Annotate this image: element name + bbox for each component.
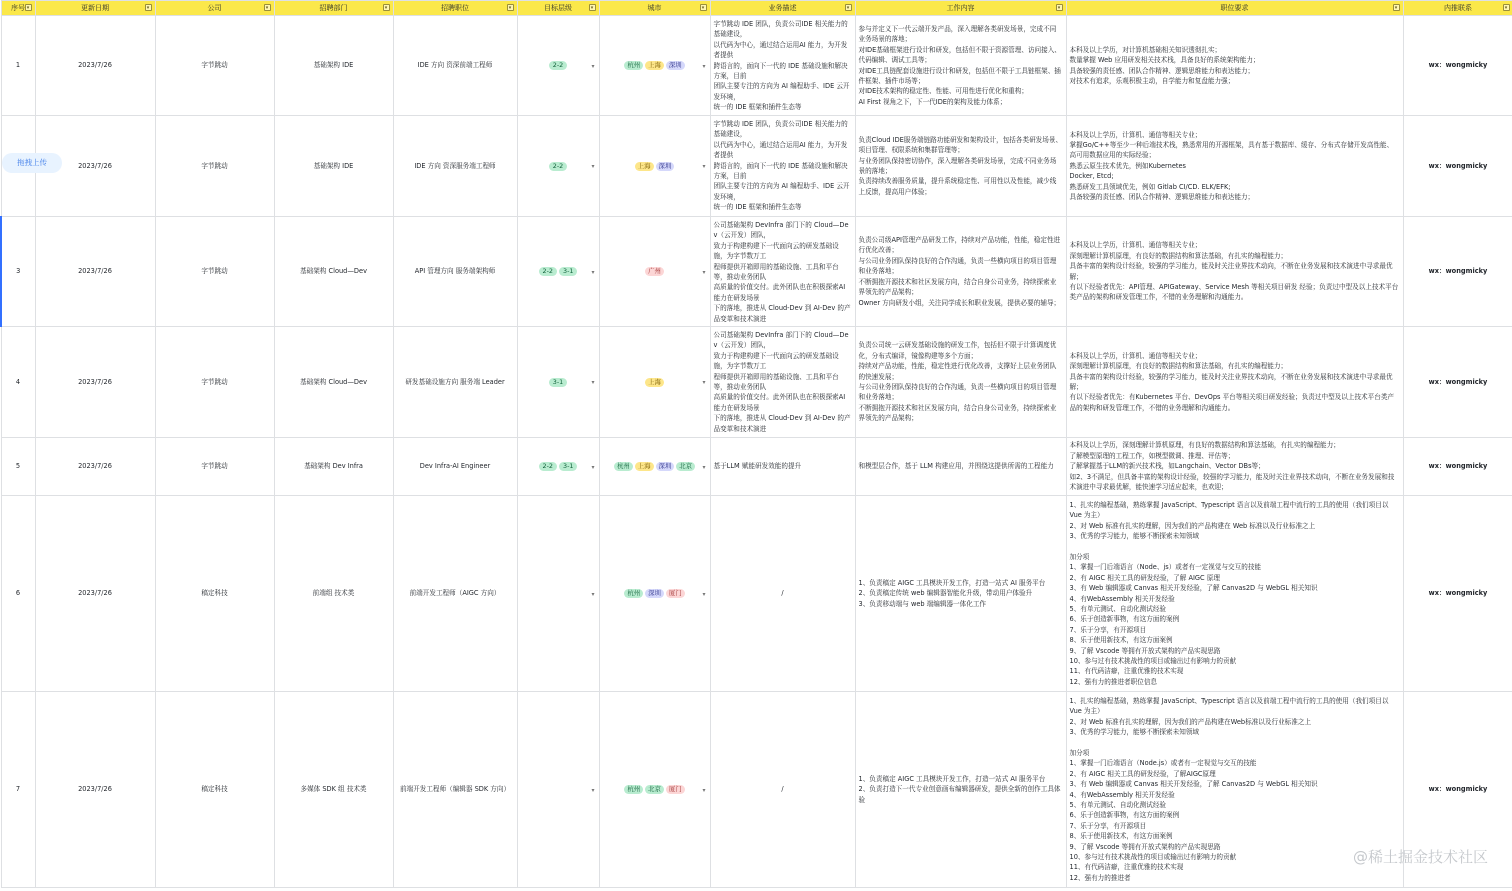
cell-city[interactable]	[599, 692, 710, 888]
cell-work-content[interactable]: 负责公司级API管理产品研发工作，持续对产品功能，性能，稳定性进行优化改善； 与公司业务团队保持良好的合作沟通，负责一些横向项目的项目管理和业务落地； 不断拥抱开源技术和社区发展方向，结合自身公司业务，持续探索业界领先的产品架构； Owner 方向研发小组，关注同学成长和职业发展，提供必要的辅导；	[855, 217, 1066, 327]
city-tag: 上海	[635, 162, 654, 171]
dropdown-icon[interactable]: ▾	[702, 163, 706, 170]
cell-city[interactable]	[599, 327, 710, 438]
cell-contact[interactable]: wx：wongmicky	[1403, 327, 1512, 438]
column-header-label: 业务描述	[768, 4, 797, 12]
table-row[interactable]	[1, 692, 1512, 888]
city-tag: 深圳	[656, 462, 675, 471]
filter-icon[interactable]: ▾	[700, 4, 707, 11]
column-header-label: 职位要求	[1220, 4, 1249, 12]
cell-business-desc[interactable]: /	[710, 496, 855, 692]
dropdown-icon[interactable]: ▾	[591, 590, 595, 598]
cell-department[interactable]: 基础架构 Dev Infra	[274, 438, 393, 496]
cell-city[interactable]	[599, 217, 710, 327]
cell-index[interactable]: 1	[1, 16, 35, 116]
cell-position[interactable]: IDE 方向 资深前端工程师	[393, 16, 517, 116]
cell-level[interactable]	[517, 496, 599, 692]
dropdown-icon[interactable]: ▾	[702, 463, 706, 471]
cell-business-desc[interactable]: 公司基础架构 DevInfra 部门下的 Cloud—Dev（云开发）团队， 致力于构建构建下一代面向云的研发基础设施，为字节数万工 程师提供开箱即用的基础设施、工具和平台等，推动业务团队 高质量的价值交付。此外团队也在积极探索AI 能力在研发场景 下的落地，推进从 Cloud-Dev 到 AI-Dev 的产品变革和技术演进	[710, 327, 855, 438]
cell-level[interactable]	[517, 16, 599, 116]
level-tag: 2-2	[539, 267, 557, 276]
column-header-label: 城市	[647, 4, 662, 12]
cell-contact[interactable]: wx：wongmicky	[1403, 438, 1512, 496]
cell-requirements[interactable]: 本科及以上学历，对计算机基础相关知识透彻扎实； 数量掌握 Web 应用研发相关技术栈，具备良好的系统架构能力； 具备较强的责任感、团队合作精神、逻辑思维能力和表达能力； 对技术有追求，乐观积极主动，自学能力和复盘能力强；	[1066, 16, 1403, 116]
cell-business-desc[interactable]: 基于LLM 赋能研发效能的提升	[710, 438, 855, 496]
cell-position[interactable]: IDE 方向 资深服务端工程师	[393, 116, 517, 217]
column-header[interactable]	[393, 1, 517, 16]
cell-date[interactable]: 2023/7/26	[35, 438, 155, 496]
cell-date[interactable]: 2023/7/26	[35, 116, 155, 217]
cell-business-desc[interactable]: 公司基础架构 DevInfra 部门下的 Cloud—Dev（云开发）团队， 致力于构建构建下一代面向云的研发基础设施，为字节数万工 程师提供开箱即用的基础设施、工具和平台等，推动业务团队 高质量的价值交付。此外团队也在积极探索AI 能力在研发场景 下的落地，推进从 Cloud-Dev 到 AI-Dev 的产品变革和技术演进	[710, 217, 855, 327]
cell-requirements[interactable]: 本科及以上学历，计算机、通信等相关专业； 掌握Go/C++等至少一种后端技术栈，熟悉常用的开源框架，具有基于数据库、缓存、分布式存储开发高性能、高可用数据应用的实际经验； 熟悉云原生技术优先，例如Kubernetes Docker, Etcd; 熟悉研发工具领域优先，例如 Gitlab CI/CD. ELK/EFK; 具备较强的责任感、团队合作精神、逻辑思维能力和表达能力；	[1066, 116, 1403, 217]
cell-city[interactable]	[599, 116, 710, 217]
cell-contact[interactable]: wx：wongmicky	[1403, 16, 1512, 116]
cell-level[interactable]	[517, 327, 599, 438]
column-header[interactable]	[35, 1, 155, 16]
cell-department[interactable]: 多媒体 SDK 组 技术类	[274, 692, 393, 888]
city-tag: 杭州	[614, 462, 633, 471]
cell-level[interactable]	[517, 116, 599, 217]
column-header[interactable]	[1403, 1, 1512, 16]
level-tag: 2-2	[539, 462, 557, 471]
dropdown-icon[interactable]: ▾	[702, 268, 706, 276]
filter-icon[interactable]: ▾	[845, 4, 852, 11]
level-tag: 3-1	[559, 462, 577, 471]
cell-date[interactable]: 2023/7/26	[35, 217, 155, 327]
cell-department[interactable]: 基础架构 IDE	[274, 16, 393, 116]
dropdown-icon[interactable]: ▾	[702, 786, 706, 794]
cell-department[interactable]: 前端组 技术类	[274, 496, 393, 692]
level-tag: 2-2	[549, 162, 567, 171]
column-header[interactable]	[155, 1, 274, 16]
column-header-label: 内推联系	[1444, 4, 1472, 12]
cell-requirements[interactable]: 本科及以上学历，深刻理解计算机原理，有良好的数据结构和算法基础，有扎实的编程能力； 了解模型原理的工程工作，如模型微调、推理、评估等； 了解掌握基于LLM的新兴技术栈，如Langchain、Vector DBs等； 如2、3不满足，但具备丰富的架构设计经验，较强的学习能力，能及时关注业界技术动向，不断在业务发展和技术演进中寻求最优解，能快速学习适应起来，也欢迎；	[1066, 438, 1403, 496]
table-row[interactable]	[1, 217, 1512, 327]
dropdown-icon[interactable]: ▾	[591, 379, 595, 386]
column-header-label: 更新日期	[81, 4, 109, 12]
table-row[interactable]	[1, 327, 1512, 438]
cell-requirements[interactable]: 本科及以上学历，计算机、通信等相关专业； 深刻理解计算机原理，有良好的数据结构和算法基础，有扎实的编程能力； 具备丰富的架构设计经验，较强的学习能力，能及时关注业界技术动向，不断在业务发展和技术演进中寻求最优解； 有以下经验者优先：API管理、APIGateway、Service Mesh 等相关项目研发 经验；负责过中型及以上技术平台类产品的架构和研发管理工作，不错的业务理解和沟通能力。	[1066, 217, 1403, 327]
cell-index[interactable]: 6	[1, 496, 35, 692]
cell-date[interactable]: 2023/7/26	[35, 496, 155, 692]
cell-work-content[interactable]: 负责Cloud IDE服务端链路功能研发和架构设计，包括各类研发场景、项目管理、权限系统和集群管理等； 与业务团队保持密切协作，深入理解各类研发场景，完成不同业务场景的落地； 负责持续改善服务质量，提升系统稳定性、可用性以及性能，减少线上反馈，提高用户体验；	[855, 116, 1066, 217]
level-tag: 2-2	[549, 61, 567, 70]
city-tag: 杭州	[624, 589, 643, 598]
header-row	[1, 1, 1512, 16]
cell-date[interactable]: 2023/7/26	[35, 327, 155, 438]
cell-company[interactable]: 字节跳动	[155, 16, 274, 116]
cell-date[interactable]: 2023/7/26	[35, 692, 155, 888]
table-row[interactable]	[1, 116, 1512, 217]
dropdown-icon[interactable]: ▾	[591, 62, 595, 70]
cell-company[interactable]: 稿定科技	[155, 692, 274, 888]
cell-level[interactable]	[517, 438, 599, 496]
level-tag: 3-1	[559, 267, 577, 276]
city-tag: 深圳	[656, 162, 675, 171]
column-header[interactable]	[274, 1, 393, 16]
level-tag: 3-1	[549, 378, 567, 387]
cell-contact[interactable]: wx：wongmicky	[1403, 692, 1512, 888]
column-header[interactable]	[517, 1, 599, 16]
cell-contact[interactable]: wx：wongmicky	[1403, 217, 1512, 327]
cell-company[interactable]: 字节跳动	[155, 217, 274, 327]
cell-index[interactable]: 4	[1, 327, 35, 438]
cell-position[interactable]: 研发基础设施方向 服务端 Leader	[393, 327, 517, 438]
filter-icon[interactable]: ▾	[1056, 4, 1063, 11]
city-tag: 北京	[676, 462, 695, 471]
cell-work-content[interactable]: 1、负责稿定 AIGC 工具模块开发工作，打造一站式 AI 服务平台 2、负责打造下一代专业创意画布编辑器研发，提供全新的创作工具体验	[855, 692, 1066, 888]
cell-work-content[interactable]: 负责公司统一云研发基础设施的研发工作，包括但不限于计算调度优化，分布式编译，镜像构建等多个方面； 持续对产品功能，性能，稳定性进行优化改善，支撑好上层业务团队的快速发展； 与公司业务团队保持良好的合作沟通，负责一些横向项目的项目管理和业务落地； 不断拥抱开源技术和社区发展方向，结合自身公司业务，持续探索业界领先的产品架构；	[855, 327, 1066, 438]
dropdown-icon[interactable]: ▾	[591, 163, 595, 170]
cell-contact[interactable]: wx：wongmicky	[1403, 496, 1512, 692]
cell-requirements[interactable]: 1、扎实的编程基础，熟练掌握 JavaScript、Typescript 语言以及前端工程中流行的工具的使用（我们项目以 Vue 为主） 2、对 Web 标准有扎实的理解，因为我们的产品构建在Web标准以及行业标准之上 3、优秀的学习能力，能够不断探索未知领域 加分项 1、掌握一门后端语言（Node.js）或者有一定视觉与交互的技能 2、有 AIGC 相关工具的研发经验，了解AIGC原理 3、有 Web 编辑器或 Canvas 相关开发经验，了解 Canvas2D 与 WebGL 相关知识 4、有WebAssembly 相关开发经验 5、有单元测试、自动化测试经验 6、乐于创造新事物，有这方面的案例 7、乐于分享，有开源项目 8、乐于使用新技术，有这方面案例 9、了解 Vscode 等拥有开放式架构的产品实现思路 10、参与过有技术挑战性的项目或输出过有影响力的贡献 11、有代码洁癖，注重优雅的技术实现 12、强有力的推进者	[1066, 692, 1403, 888]
cell-city[interactable]	[599, 496, 710, 692]
cell-company[interactable]: 字节跳动	[155, 327, 274, 438]
cell-position[interactable]: 前端开发工程师（AIGC 方向）	[393, 496, 517, 692]
dropdown-icon[interactable]: ▾	[591, 463, 595, 471]
column-header-label: 公司	[207, 4, 222, 12]
watermark: @稀土掘金技术社区	[1352, 848, 1488, 866]
column-header[interactable]	[1066, 1, 1403, 16]
cell-date[interactable]: 2023/7/26	[35, 16, 155, 116]
column-header-label: 目标层级	[544, 4, 572, 12]
cell-position[interactable]: API 管理方向 服务端架构师	[393, 217, 517, 327]
column-header[interactable]	[710, 1, 855, 16]
cell-requirements[interactable]: 1、扎实的编程基础，熟练掌握 JavaScript、Typescript 语言以及前端工程中流行的工具的使用（我们项目以 Vue 为主） 2、对 Web 标准有扎实的理解，因为我们的产品构建在 Web 标准以及行业标准之上 3、优秀的学习能力，能够不断探索未知领域 加分项 1、掌握一门后端语言（Node、js）或者有一定视觉与交互的技能 2、有 AIGC 相关工具的研发经验，了解 AIGC 原理 3、有 Web 编辑器或 Canvas 相关开发经验，了解 Canvas2D 与 WebGL 相关知识 4、有WebAssembly 相关开发经验 5、有单元测试、自动化测试经验 6、乐于创造新事物，有这方面的案例 7、乐于分享，有开源项目 8、乐于使用新技术，有这方面案例 9、了解 Vscode 等拥有开放式架构的产品实现思路 10、参与过有技术挑战性的项目或输出过有影响力的贡献 11、有代码洁癖，注重优雅的技术实现 12、强有力的推进者职位信息	[1066, 496, 1403, 692]
column-header[interactable]	[599, 1, 710, 16]
cell-business-desc[interactable]: /	[710, 692, 855, 888]
city-tag: 杭州	[624, 785, 643, 794]
table-row[interactable]	[1, 438, 1512, 496]
city-tag: 深圳	[645, 589, 664, 598]
cell-city[interactable]	[599, 438, 710, 496]
cell-department[interactable]: 基础架构 IDE	[274, 116, 393, 217]
city-tag: 深圳	[666, 61, 685, 70]
cell-index[interactable]: 5	[1, 438, 35, 496]
filter-icon[interactable]: ▾	[25, 4, 32, 11]
cell-city[interactable]	[599, 16, 710, 116]
cell-company[interactable]: 字节跳动	[155, 438, 274, 496]
table-row[interactable]	[1, 496, 1512, 692]
cell-position[interactable]: Dev Infra-AI Engineer	[393, 438, 517, 496]
cell-work-content[interactable]: 和模型层合作，基于 LLM 构建应用，并围绕这提供所需的工程能力	[855, 438, 1066, 496]
cell-company[interactable]: 稿定科技	[155, 496, 274, 692]
column-header[interactable]	[1, 1, 35, 16]
dropdown-icon[interactable]: ▾	[702, 62, 706, 70]
column-header-label: 工作内容	[946, 4, 975, 12]
filter-icon[interactable]: ▾	[1393, 4, 1400, 11]
cell-position[interactable]: 前端开发工程师（编辑器 SDK 方向）	[393, 692, 517, 888]
filter-icon[interactable]: ▾	[383, 4, 390, 11]
column-header[interactable]	[855, 1, 1066, 16]
city-tag: 上海	[635, 462, 654, 471]
cell-level[interactable]	[517, 692, 599, 888]
filter-icon[interactable]: ▾	[264, 4, 271, 11]
column-header-label: 招聘部门	[319, 4, 348, 12]
city-tag: 杭州	[624, 61, 643, 70]
city-tag: 上海	[645, 378, 664, 387]
cell-department[interactable]: 基础架构 Cloud—Dev	[274, 327, 393, 438]
city-tag: 北京	[645, 785, 664, 794]
city-tag: 厦门	[666, 589, 685, 598]
drag-upload-badge[interactable]: 拖拽上传	[2, 153, 62, 173]
city-tag: 厦门	[666, 785, 685, 794]
column-header-label: 序号	[11, 4, 25, 12]
column-header-label: 招聘职位	[441, 4, 469, 12]
dropdown-icon[interactable]: ▾	[702, 379, 706, 386]
cell-level[interactable]	[517, 217, 599, 327]
city-tag: 上海	[645, 61, 664, 70]
filter-icon[interactable]: ▾	[145, 4, 152, 11]
dropdown-icon[interactable]: ▾	[591, 786, 595, 794]
cell-department[interactable]: 基础架构 Cloud—Dev	[274, 217, 393, 327]
city-tag: 广州	[645, 267, 664, 276]
dropdown-icon[interactable]: ▾	[702, 590, 706, 598]
filter-icon[interactable]: ▾	[507, 4, 514, 11]
dropdown-icon[interactable]: ▾	[591, 268, 595, 276]
cell-company[interactable]: 字节跳动	[155, 116, 274, 217]
filter-icon[interactable]: ▾	[1503, 4, 1510, 11]
cell-work-content[interactable]: 参与并定义下一代云端开发产品，深入理解各类研发场景，完成不同业务场景的落地； 对IDE基础框架进行设计和研发，包括但不限于资源管理、访问接入、代码编辑、调试工具等； 对IDE工具链配套设施进行设计和研发，包括但不限于工具链框架、插件框架、插件市场等； 对IDE技术架构的稳定性、性能、可用性进行优化和重构； AI First 视角之下，下一代IDE的架构及能力体系；	[855, 16, 1066, 116]
cell-contact[interactable]: wx：wongmicky	[1403, 116, 1512, 217]
cell-business-desc[interactable]: 字节跳动 IDE 团队，负责公司IDE 相关能力的基础建设， 以代码为中心，通过结合运用AI 能力，为开发者提供 跨语言的，面向下一代的 IDE 基础设施和解决方案，目前 团队主要专注的方向为 AI 编程助手、IDE 云开发环境， 统一的 IDE 框架和插件生态等	[710, 16, 855, 116]
filter-icon[interactable]: ▾	[589, 4, 596, 11]
cell-work-content[interactable]: 1、负责稿定 AIGC 工具模块开发工作，打造一站式 AI 服务平台 2、负责稿定传统 web 编辑器智能化升级，带动用户体验升 3、负责移动端与 web 端编辑器一体化工作	[855, 496, 1066, 692]
cell-requirements[interactable]: 本科及以上学历，计算机、通信等相关专业； 深刻理解计算机原理，有良好的数据结构和算法基础，有扎实的编程能力； 具备丰富的架构设计经验，较强的学习能力，能及时关注业界技术动向，不断在业务发展和技术演进中寻求最优解； 有以下经验者优先：有Kubernetes 平台、DevOps 平台等相关项目研发经验；负责过中型及以上技术平台类产品的架构和研发管理工作，不错的业务理解和沟通能力。	[1066, 327, 1403, 438]
cell-business-desc[interactable]: 字节跳动 IDE 团队，负责公司IDE 相关能力的基础建设， 以代码为中心，通过结合运用AI 能力，为开发者提供 跨语言的，面向下一代的 IDE 基础设施和解决方案，目前 团队主要专注的方向为 AI 编程助手、IDE 云开发环境， 统一的 IDE 框架和插件生态等	[710, 116, 855, 217]
cell-index[interactable]: 3	[1, 217, 35, 327]
cell-index[interactable]: 7	[1, 692, 35, 888]
table-row[interactable]	[1, 16, 1512, 116]
